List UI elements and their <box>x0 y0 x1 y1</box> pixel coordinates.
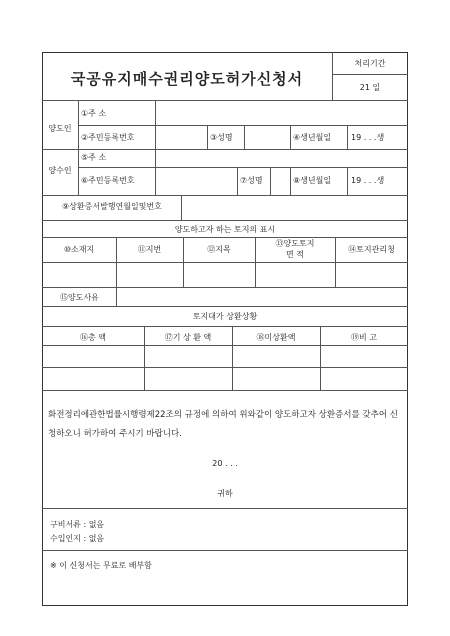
transferee-address-label: ⑤주 소 <box>81 153 107 162</box>
transferor-address-label: ①주 소 <box>81 109 107 118</box>
land-col-mgmt: ⑭토지관리청 <box>348 245 395 254</box>
transferee-name-label: ⑦성명 <box>240 176 263 185</box>
land-col-lot: ⑪지번 <box>137 245 162 254</box>
land-col-category: ⑫지목 <box>207 245 231 254</box>
row-line <box>42 306 408 307</box>
transferor-resident-no-label: ②주민등록번호 <box>81 133 135 142</box>
row-line <box>42 345 408 346</box>
land-col-area-line1: ⑬양도토지 <box>275 239 315 248</box>
processing-divider <box>332 74 408 75</box>
recipient-label: 귀하 <box>217 489 233 498</box>
transferor-birth-label: ④생년월일 <box>293 133 332 142</box>
required-documents: 구비서류 : 없음 <box>50 520 105 529</box>
row-line <box>42 149 408 150</box>
transferee-resident-no-label: ⑥주민등록번호 <box>81 176 135 185</box>
row-line <box>42 367 408 368</box>
row-line <box>42 287 408 288</box>
processing-period-label: 처리기간 <box>354 59 386 68</box>
col-line <box>207 125 208 149</box>
revenue-stamp: 수입인지 : 없음 <box>50 534 105 543</box>
row-line <box>42 326 408 327</box>
certificate-label: ⑨상환증서발행연월일및번호 <box>62 202 162 211</box>
payment-col-repaid: ⑰기 상 환 액 <box>164 333 212 342</box>
row-line <box>42 262 408 263</box>
transferee-label: 양수인 <box>48 166 72 175</box>
transferor-label: 양도인 <box>48 124 72 133</box>
payment-col-note: ⑲비 고 <box>351 333 377 342</box>
row-line <box>78 167 408 168</box>
row-line <box>42 237 408 238</box>
col-line <box>290 125 291 149</box>
payment-col-total: ⑯총 액 <box>80 333 106 342</box>
free-distribution-note: ※ 이 신청서는 무료로 배부함 <box>50 561 152 570</box>
payment-col-unpaid: ⑱미상환액 <box>256 333 296 342</box>
row-line <box>42 550 408 551</box>
col-line <box>181 195 182 220</box>
processing-period-value: 21 일 <box>359 83 381 92</box>
row-line <box>78 125 408 126</box>
col-line <box>78 149 79 195</box>
row-line <box>42 390 408 391</box>
col-line <box>116 287 117 306</box>
col-line <box>270 167 271 195</box>
land-col-area-line2: 면 적 <box>286 250 304 259</box>
payment-section-title: 토지대가 상환상황 <box>192 312 258 321</box>
row-line <box>42 508 408 509</box>
transferor-birth-value: 19 . . .생 <box>351 133 385 142</box>
transferee-birth-value: 19 . . .생 <box>351 176 385 185</box>
reason-label: ⑮양도사유 <box>60 293 99 302</box>
land-section-title: 양도하고자 하는 토지의 표시 <box>174 225 276 234</box>
transferor-name-label: ③성명 <box>210 133 233 142</box>
land-col-location: ⑩소재지 <box>63 245 95 254</box>
row-line <box>42 220 408 221</box>
col-line <box>347 167 348 195</box>
col-line <box>290 167 291 195</box>
transferee-birth-label: ⑧생년월일 <box>293 176 332 185</box>
col-line <box>237 167 238 195</box>
col-line <box>244 125 245 149</box>
col-line <box>347 125 348 149</box>
application-date: 20 . . . <box>212 459 238 468</box>
row-line <box>42 100 408 101</box>
form-title: 국공유지매수권리양도허가신청서 <box>70 70 304 88</box>
col-line <box>155 149 156 195</box>
row-line <box>42 195 408 196</box>
application-statement: 화전정리에관한법률시행령제22조의 규정에 의하여 위와같이 양도하고자 상환증서를 갖추어 신청하오니 허가하여 주시기 바랍니다. <box>48 410 398 439</box>
